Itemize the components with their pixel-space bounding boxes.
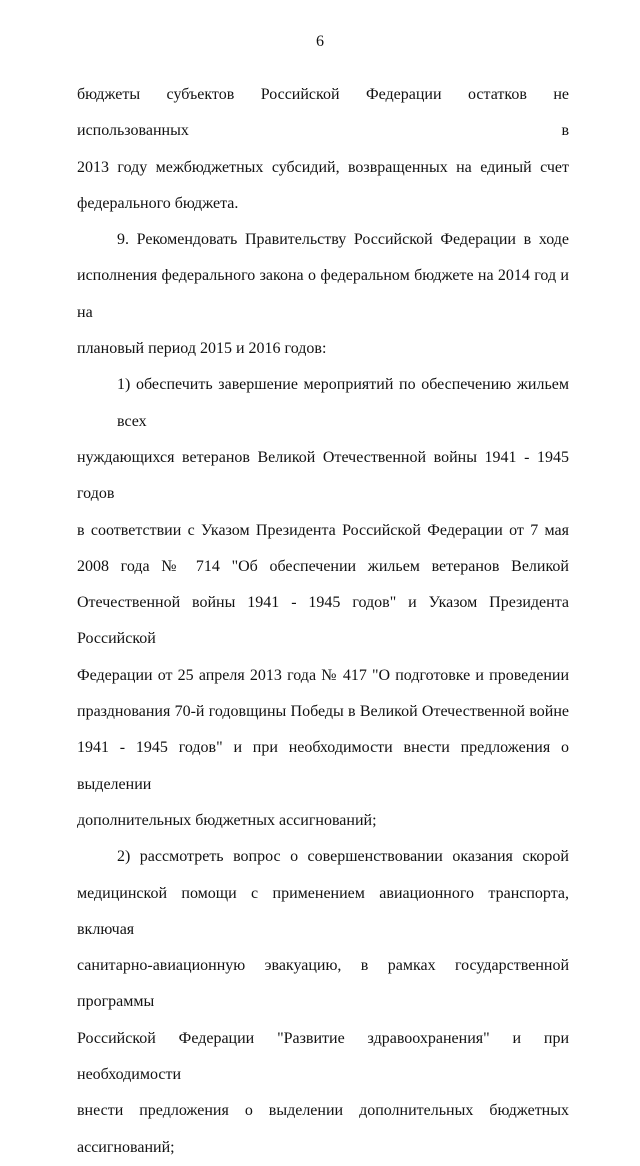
text-line: в соответствии с Указом Президента Российской Федерации от 7 мая [77,521,569,539]
text-line: 2) рассмотреть вопрос о совершенствовании оказания скорой [117,848,569,866]
text-line: 2013 году межбюджетных субсидий, возвращенных на единый счет [77,158,569,176]
paragraph-item-9 [77,222,569,367]
paragraph-subitem-2 [77,839,569,1166]
text-line: федерального бюджета. [77,194,239,212]
page-number: 6 [316,33,324,50]
paragraph-subitem-1 [77,367,569,839]
text-line: дополнительных бюджетных ассигнований; [77,811,377,829]
paragraph-continuation [77,77,569,222]
document-body [77,77,569,1166]
text-line: 9. Рекомендовать Правительству Российской Федерации в ходе [117,231,569,249]
text-line: 1) обеспечить завершение мероприятий по обеспечению жильем всех [117,376,569,430]
text-line: бюджеты субъектов Российской Федерации остатков не использованных в [77,86,569,140]
text-line: нуждающихся ветеранов Великой Отечественной войны 1941 - 1945 годов [77,448,569,503]
text-line: Российской Федерации "Развитие здравоохранения" и при необходимости [77,1029,569,1084]
text-line: ассигнований; [77,1138,175,1156]
text-line: исполнения федерального закона о федеральном бюджете на 2014 год и на [77,267,569,321]
text-line: 2008 года № 714 "Об обеспечении жильем ветеранов Великой [77,557,569,575]
text-line: внести предложения о выделении дополнительных бюджетных [77,1102,569,1120]
text-line: плановый период 2015 и 2016 годов: [77,340,327,358]
text-line: санитарно-авиационную эвакуацию, в рамках государственной программы [77,957,569,1011]
text-line: Отечественной войны 1941 - 1945 годов" и Указом Президента Российской [77,594,569,648]
text-line: 1941 - 1945 годов" и при необходимости внести предложения о выделении [77,739,569,793]
text-line: празднования 70-й годовщины Победы в Великой Отечественной войне [77,703,569,721]
text-line: Федерации от 25 апреля 2013 года № 417 "О подготовке и проведении [77,666,569,684]
text-line: медицинской помощи с применением авиационного транспорта, включая [77,884,569,938]
